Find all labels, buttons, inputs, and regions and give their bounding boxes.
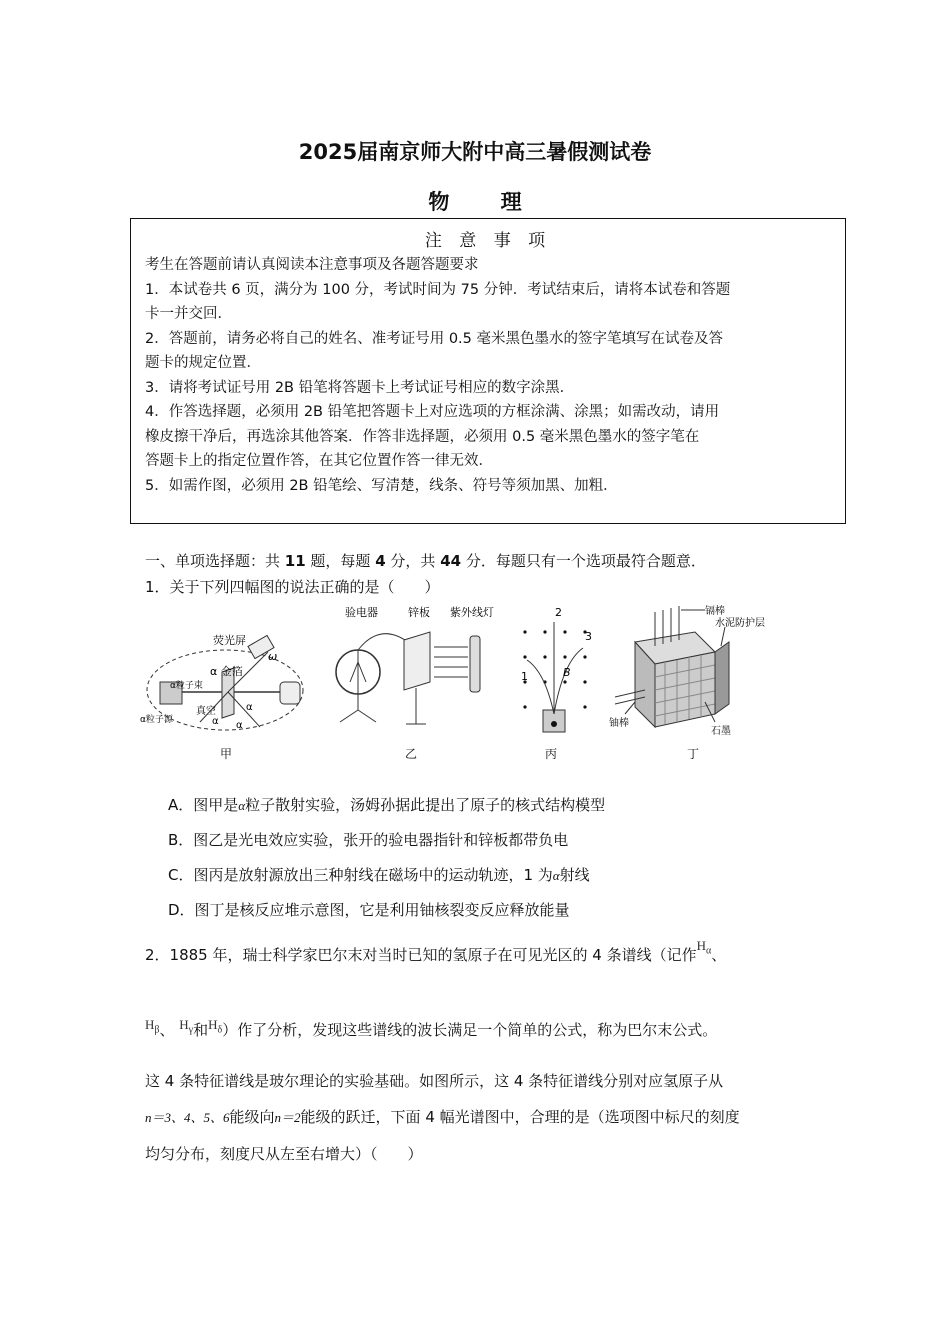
label: 荧光屏 — [213, 634, 246, 647]
svg-text:B: B — [563, 666, 571, 679]
q2-line-1: 2．1885 年，瑞士科学家巴尔末对当时已知的氢原子在可见光区的 4 条谱线（记作$H_\alpha$、 — [145, 938, 727, 964]
reactor-front — [655, 652, 715, 727]
figure-jia — [140, 602, 310, 742]
uv-lamp — [470, 636, 480, 692]
svg-text:1: 1 — [521, 670, 528, 683]
exam-title: 2025届南京师大附中高三暑假测试卷 — [298, 140, 652, 164]
notice-heading: 注 意 事 项 — [424, 231, 552, 251]
svg-text:α粒子源: α粒子源 — [140, 715, 173, 725]
notice-lines — [145, 253, 805, 498]
notice-line: 卡一并交回． — [145, 306, 232, 322]
caption-jia: 甲 — [220, 747, 233, 761]
svg-text:α 金箔: α 金箔 — [210, 665, 243, 678]
question-1-stem: 1．关于下列四幅图的说法正确的是（ ） — [145, 578, 440, 596]
svg-text:2: 2 — [555, 606, 562, 619]
caption-ding: 丁 — [687, 747, 700, 761]
notice-line: 4．作答选择题，必须用 2B 铅笔把答题卡上对应选项的方框涂满、涂黑；如需改动，请用 — [145, 404, 720, 420]
figure-yi — [330, 602, 500, 742]
notice-line: 题卡的规定位置． — [145, 355, 261, 371]
option-a[interactable]: A．图甲是α粒子散射实验，汤姆孙据此提出了原子的核式结构模型 — [168, 796, 606, 814]
svg-text:水泥防护层: 水泥防护层 — [715, 618, 765, 629]
subject-title: 物 理 — [428, 190, 544, 214]
svg-text:验电器: 验电器 — [345, 606, 378, 619]
notice-line: 5．如需作图，必须用 2B 铅笔绘、写清楚，线条、符号等须加黑、加粗． — [145, 477, 618, 494]
option-b[interactable]: B．图乙是光电效应实验，张开的验电器指针和锌板都带负电 — [168, 831, 569, 849]
svg-text:真空: 真空 — [196, 706, 216, 717]
svg-text:α: α — [212, 716, 219, 727]
svg-text:锌板: 锌板 — [408, 606, 430, 619]
zinc-plate — [404, 632, 430, 690]
notice-line: 2．答题前，请务必将自己的姓名、准考证号用 0.5 毫米黑色墨水的签字笔填写在试卷及答 — [145, 330, 723, 347]
svg-text:石墨: 石墨 — [711, 726, 731, 737]
q2-line-2: $H_\beta$、 $H_\gamma$和$H_\delta$）作了分析，发现这些谱线的波长满足一个简单的公式，称为巴尔末公式。 — [145, 1017, 718, 1039]
svg-text:α: α — [246, 702, 253, 713]
figure-bing — [515, 602, 595, 742]
q2-line-5: 均匀分布，刻度尺从左至右增大）（ ） — [145, 1145, 423, 1163]
option-d[interactable]: D．图丁是核反应堆示意图，它是利用铀核裂变反应释放能量 — [168, 901, 570, 919]
field-dots — [523, 630, 586, 708]
section-heading: 一、单项选择题：共 11 题，每题 4 分，共 44 分．每题只有一个选项最符合题意． — [145, 552, 706, 570]
notice-line: 橡皮擦干净后，再选涂其他答案．作答非选择题，必须用 0.5 毫米黑色墨水的签字笔在 — [145, 428, 700, 445]
svg-text:α粒子束: α粒子束 — [170, 681, 203, 691]
caption-bing: 丙 — [545, 747, 558, 761]
option-c[interactable]: C．图丙是放射源放出三种射线在磁场中的运动轨迹，1 为α射线 — [168, 866, 590, 884]
svg-text:镉棒: 镉棒 — [705, 606, 725, 617]
q2-line-4: n＝3、4、5、6能级向n＝2能级的跃迁，下面 4 幅光谱图中，合理的是（选项图中标尺的刻度 — [145, 1108, 740, 1126]
svg-text:铀棒: 铀棒 — [609, 718, 629, 729]
figure-ding — [605, 602, 785, 742]
svg-text:ω: ω — [268, 650, 278, 663]
caption-yi: 乙 — [405, 747, 418, 761]
notice-line: 考生在答题前请认真阅读本注意事项及各题答题要求 — [145, 257, 479, 273]
svg-text:α: α — [236, 720, 243, 731]
svg-text:3: 3 — [585, 630, 592, 643]
svg-text:紫外线灯: 紫外线灯 — [450, 606, 494, 619]
notice-line: 答题卡上的指定位置作答，在其它位置作答一律无效． — [145, 453, 493, 469]
q2-line-3: 这 4 条特征谱线是玻尔理论的实验基础。如图所示，这 4 条特征谱线分别对应氢原子从 — [145, 1072, 724, 1090]
notice-line: 3．请将考试证号用 2B 铅笔将答题卡上考试证号相应的数字涂黑． — [145, 379, 575, 396]
notice-line: 1．本试卷共 6 页，满分为 100 分，考试时间为 75 分钟．考试结束后，请将本试卷和答题 — [145, 281, 731, 298]
notice-box — [130, 218, 846, 524]
